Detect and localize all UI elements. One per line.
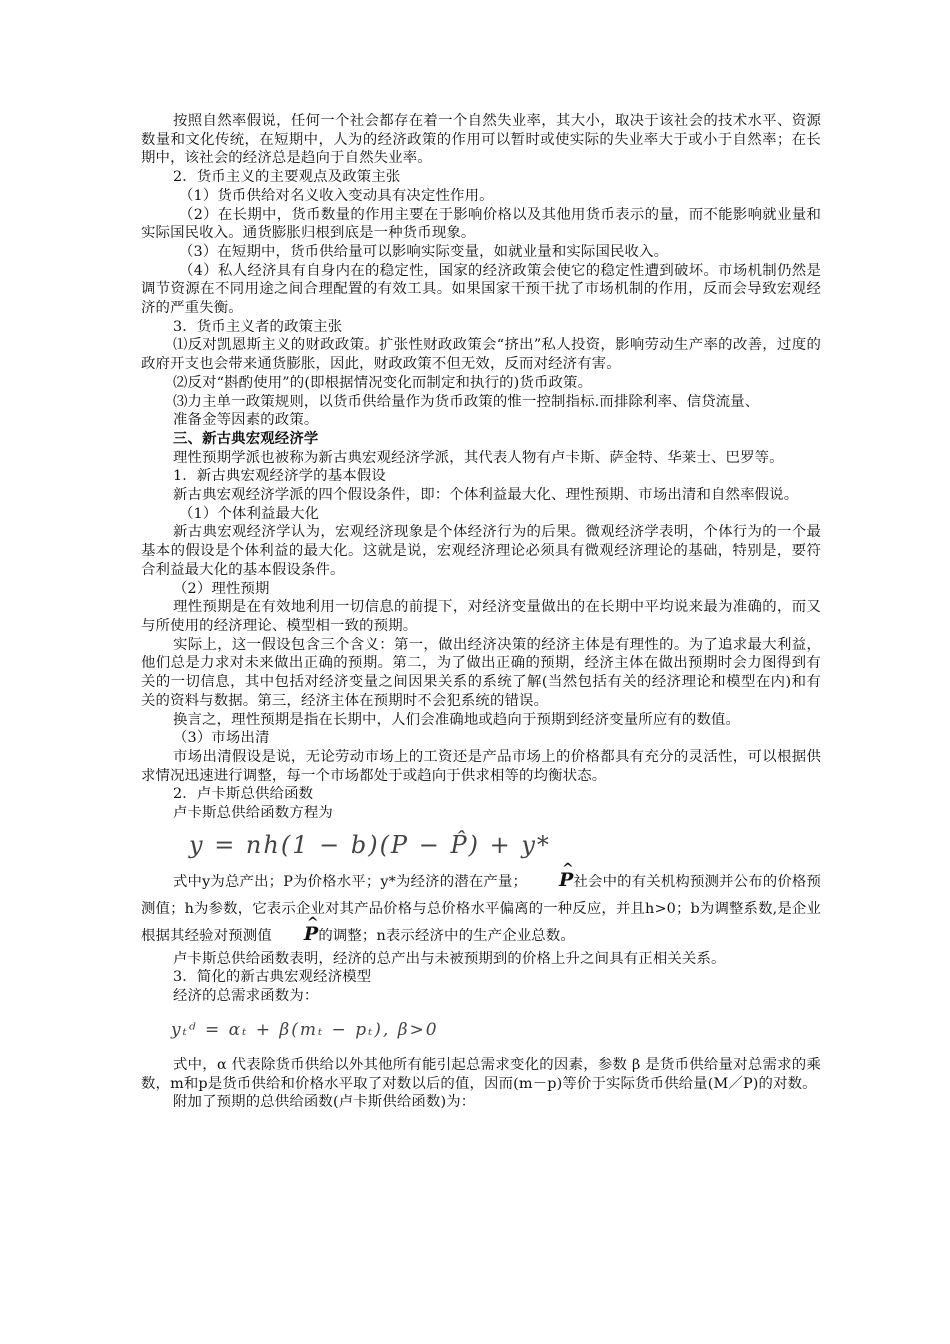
subheading: 2．卢卡斯总供给函数 — [173, 786, 314, 803]
section-heading: 三、新古典宏观经济学 — [173, 429, 319, 447]
list-item: ⑵反对“斟酌使用”的(即根据情况变化而制定和执行的)货币政策。 — [173, 374, 593, 391]
paragraph: 新古典宏观经济学派的四个假设条件，即：个体利益最大化、理性预期、市场出清和自然率假说。 — [173, 487, 799, 504]
subheading: （3）市场出清 — [173, 730, 270, 747]
paragraph: 市场出清假设是说，无论劳动市场上的工资还是产品市场上的价格都具有充分的灵活性，可以根据供求情况迅速进行调整，每一个市场都处于或趋向于供求相等的均衡状态。 — [141, 748, 821, 784]
paragraph: 新古典宏观经济学认为，宏观经济现象是个体经济行为的后果。微观经济学表明，个体行为的一个最基本的假设是个体利益的最大化。这就是说，宏观经济理论必须具有微观经济理论的基础，特别是，要符合利益最大化的基本假设条件。 — [141, 524, 821, 578]
list-item: （4）私人经济具有自身内在的稳定性，国家的经济政策会使它的稳定性遭到破坏。市场机制仍然是调节资源在不同用途之间合理配置的有效工具。如果国家干预干扰了市场机制的作用，反而会导致宏观经济的严重失衡。 — [141, 262, 821, 317]
aggregate-demand-formula: yₜᵈ = αₜ + β(mₜ − pₜ), β>0 — [171, 1019, 439, 1040]
explanation-part: 式中y为总产出；P为价格水平；y*为经济的潜在产量； — [173, 873, 528, 890]
list-item: ⑴反对凯恩斯主义的财政政策。扩张性财政政策会“挤出”私人投资，影响劳动生产率的改善，过度的政府开支也会带来通货膨胀，因此，财政政策不但无效，反而对经济有害。 — [141, 337, 821, 373]
paragraph: 理性预期是在有效地利用一切信息的前提下，对经济变量做出的在长期中平均说来最为准确的，而又与所使用的经济理论、模型相一致的预期。 — [141, 599, 821, 634]
heading-monetarism-policy: 3．货币主义者的政策主张 — [173, 318, 343, 335]
list-item: （2）在长期中，货币数量的作用主要在于影响价格以及其他用货币表示的量，而不能影响就业量和实际国民收入。通货膨胀归根到底是一种货币现象。 — [141, 206, 821, 242]
list-item: ⑶力主单一政策规则，以货币供给量作为货币政策的惟一控制指标.而排除利率、信贷流量、 — [173, 393, 760, 410]
paragraph: 准备金等因素的政策。 — [173, 412, 319, 429]
paragraph: 按照自然率假说，任何一个社会都存在着一个自然失业率，其大小，取决于该社会的技术水平、资源数量和文化传统，在短期中，人为的经济政策的作用可以暂时或使实际的失业率大于或小于自然率；在长期中，该社会的经济总是趋向于自然失业率。 — [141, 113, 821, 167]
list-item: （3）在短期中，货币供给量可以影响实际变量，如就业量和实际国民收入。 — [179, 243, 669, 260]
paragraph: 式中，α 代表除货币供给以外其他所有能引起总需求变化的因素，参数 β 是货币供给量对总需求的乘数，m和p是货币供给和价格水平取了对数以后的值，因而(m－p)等价于实际货币供给量(M／P)的对数。 — [141, 1056, 821, 1092]
paragraph: 经济的总需求函数为： — [173, 988, 319, 1005]
formula-explanation — [141, 869, 821, 950]
paragraph: 实际上，这一假设包含三个含义：第一，做出经济决策的经济主体是有理性的。为了追求最大利益，他们总是力求对未来做出正确的预期。第二，为了做出正确的预期，经济主体在做出预期时会力图得到有关的一切信息，其中包括对经济变量之间因果关系的系统了解(当然包括有关的经济理论和模型在内)和有关的资料与数据。第三，经济主体在预期时不会犯系统的错误。 — [141, 636, 821, 709]
subheading: （1）个体利益最大化 — [179, 505, 320, 522]
subheading: （2）理性预期 — [173, 580, 270, 597]
subheading: 3．简化的新古典宏观经济模型 — [173, 969, 372, 986]
p-hat-symbol: ^ P — [272, 926, 318, 942]
paragraph: 附加了预期的总供给函数(卢卡斯供给函数)为： — [173, 1094, 476, 1111]
list-item: （1）货币供给对名义收入变动具有决定性作用。 — [179, 187, 494, 204]
paragraph: 卢卡斯总供给函数表明，经济的总产出与未被预期到的价格上升之间具有正相关关系。 — [173, 950, 726, 967]
paragraph: 理性预期学派也被称为新古典宏观经济学派，其代表人物有卢卡斯、萨金特、华莱士、巴罗等。 — [173, 449, 784, 466]
p-hat-symbol: ^ P — [527, 872, 573, 888]
explanation-part: 社会中的有关机构预测并公布的价格预测值；h为参数，它表示企业对其产品价格与总价格水平偏离的一种反应，并且h>0；b为调整系数,是企业根据其经验对预测值 — [141, 873, 821, 944]
paragraph: 换言之，理性预期是指在长期中，人们会准确地或趋向于预期到经济变量所应有的数值。 — [173, 711, 741, 728]
paragraph: 卢卡斯总供给函数方程为 — [173, 805, 333, 822]
explanation-part: 的调整；n表示经济中的生产企业总数。 — [318, 927, 575, 944]
heading-monetarism-views: 2．货币主义的主要观点及政策主张 — [173, 169, 401, 186]
subheading: 1．新古典宏观经济学的基本假设 — [173, 468, 386, 485]
lucas-supply-formula: y = nh(1 − b)(P − P̂) + y* — [189, 830, 551, 859]
document-body — [141, 112, 821, 1112]
